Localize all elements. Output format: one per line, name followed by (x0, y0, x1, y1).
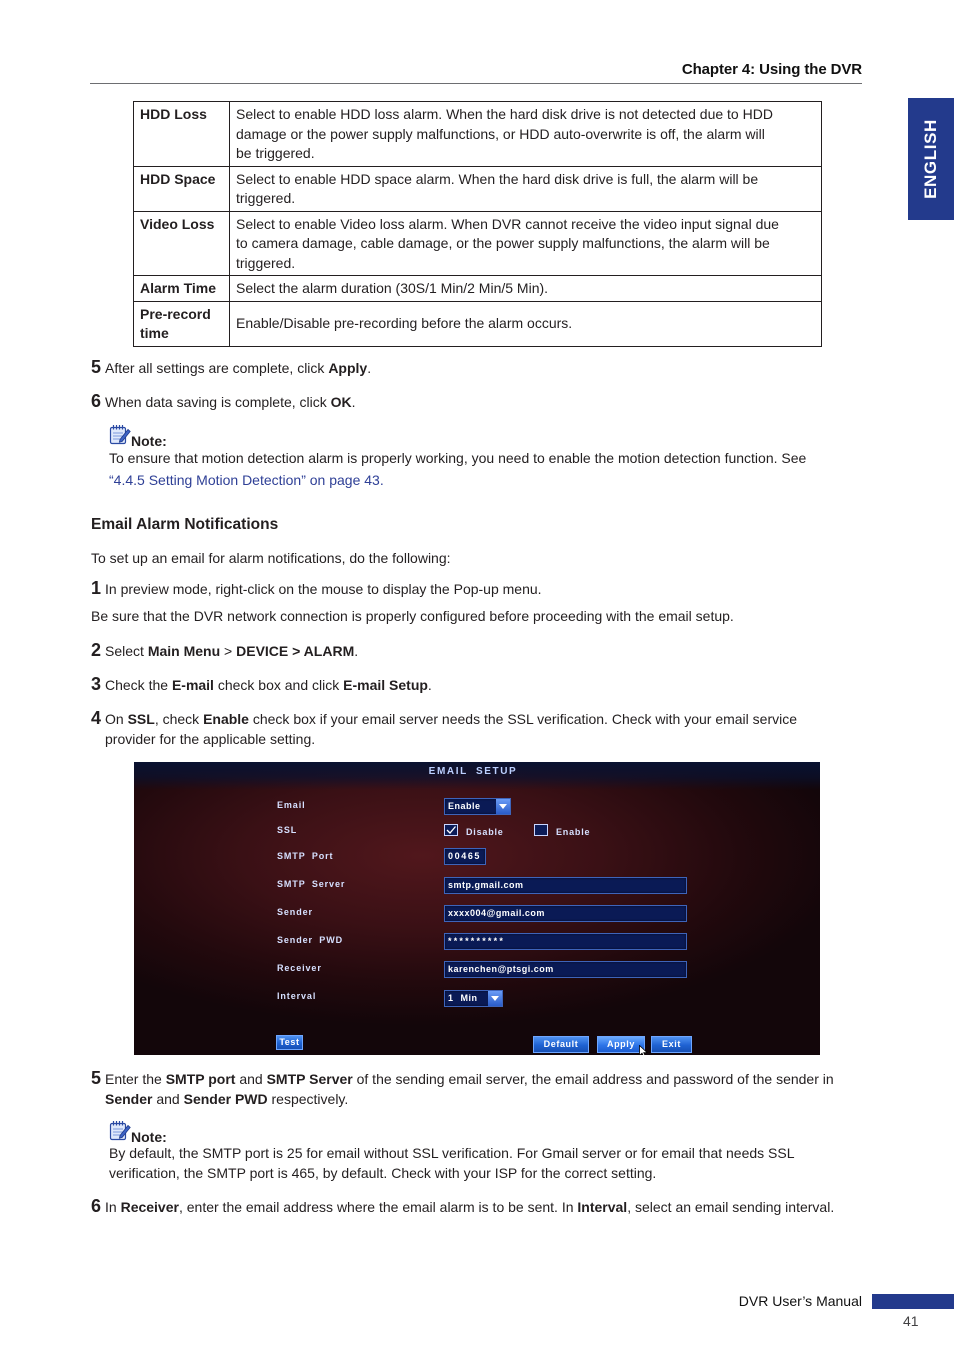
table-description: Select to enable HDD loss alarm. When the hard disk drive is not detected due to HDD damage or the power supply malfunctions, or HDD auto-overwrite is off, the alarm will be triggered. (230, 102, 822, 167)
exit-button: Exit (651, 1036, 692, 1053)
email-enable-value: Enable (448, 801, 481, 811)
table-term: Video Loss (134, 211, 230, 276)
step-number: 6 (91, 391, 102, 411)
interval-label: Interval (277, 991, 317, 1001)
step-text (105, 393, 356, 413)
table-term: HDD Space (134, 166, 230, 211)
receiver-label: Receiver (277, 963, 322, 973)
sender-pwd-label: Sender PWD (277, 935, 344, 945)
note-icon (109, 1120, 131, 1146)
receiver-value: karenchen@ptsgi.com (448, 964, 554, 974)
table-description: Enable/Disable pre-recording before the alarm occurs. (230, 301, 822, 346)
manual-title: DVR User’s Manual (738, 1293, 862, 1309)
smtp-server-field (444, 877, 687, 894)
motion-detection-link[interactable]: “4.4.5 Setting Motion Detection” on page 43. (109, 472, 384, 488)
step-text (105, 676, 432, 696)
step-text-segment: On (105, 711, 128, 727)
note-text (109, 447, 851, 491)
step-text-segment: , enter the email address where the email alarm is to be sent. In (178, 1199, 578, 1215)
step-bold-term: E-mail (171, 677, 214, 693)
table-term: Alarm Time (134, 276, 230, 302)
smtp-port-value: 00465 (448, 851, 482, 861)
footer-accent-bar (872, 1294, 954, 1309)
step-text-segment: Enter the (105, 1071, 166, 1087)
ssl-enable-label: Enable (556, 827, 591, 837)
note-text (109, 1144, 849, 1183)
step-number: 4 (91, 708, 102, 728)
note-label: Note: (131, 433, 167, 449)
email-setup-screenshot (134, 762, 820, 1055)
step-number: 5 (91, 1068, 102, 1088)
sender-pwd-field (444, 933, 687, 950)
page-number: 41 (903, 1313, 919, 1329)
table-description: Select to enable HDD space alarm. When the hard disk drive is full, the alarm will be triggered. (230, 166, 822, 211)
table-row (134, 276, 822, 302)
table-row (134, 211, 822, 276)
step-text-segment: , select an email sending interval. (627, 1199, 835, 1215)
table-row (134, 166, 822, 211)
language-tab (908, 98, 954, 220)
interval-dropdown (444, 990, 503, 1007)
ssl-disable-checkbox (444, 824, 458, 836)
step-text-segment: of the sending email server, the email address and password of the sender in (352, 1071, 834, 1087)
step-bold-term: SMTP port (165, 1071, 236, 1087)
step-number: 3 (91, 674, 102, 694)
step-text-segment: . (354, 643, 359, 659)
step-text (105, 710, 825, 749)
step-number: 5 (91, 357, 102, 377)
step-text (105, 642, 358, 662)
smtp-port-label: SMTP Port (277, 851, 334, 861)
step-text-segment: Check the (105, 677, 172, 693)
email-setup-title: EMAIL SETUP (428, 766, 518, 777)
default-button: Default (533, 1036, 589, 1053)
sender-pwd-value: ********** (448, 936, 506, 946)
step-bold-term: Main Menu (147, 643, 221, 659)
step-text-segment: check box and click (213, 677, 344, 693)
step-bold-term: SMTP Server (266, 1071, 353, 1087)
table-row (134, 102, 822, 167)
receiver-field (444, 961, 687, 978)
step-bold-term: SSL (127, 711, 155, 727)
step-bold-term: DEVICE > ALARM (236, 643, 355, 659)
step-text-segment: and (152, 1090, 184, 1107)
prerequisite-text: Be sure that the DVR network connection is properly configured before proceeding with the email setup. (91, 608, 734, 624)
section-heading: Email Alarm Notifications (91, 516, 279, 533)
checkmark-icon (445, 825, 457, 835)
step-text: In preview mode, right-click on the mouse to display the Pop-up menu. (105, 581, 542, 597)
step-bold-term: Sender PWD (183, 1090, 268, 1107)
step-select-menu (91, 641, 862, 662)
step-smtp-settings (91, 1069, 862, 1109)
language-tab-label: ENGLISH (921, 119, 940, 199)
step-number: 6 (91, 1196, 102, 1216)
test-button: Test (276, 1035, 303, 1050)
alarm-settings-table (133, 101, 822, 347)
step-bold-term: Interval (577, 1199, 628, 1215)
step-bold-term: Sender (105, 1090, 153, 1107)
chevron-down-icon (496, 799, 510, 814)
sender-label: Sender (277, 907, 313, 917)
note-body: By default, the SMTP port is 25 for email without SSL verification. For Gmail server or for email that needs SSL verification, the SMTP port is 465, by default. Check with your ISP for the correct setting. (109, 1145, 794, 1181)
step-receiver-interval (91, 1197, 862, 1218)
step-text-segment: , check (154, 711, 204, 727)
chapter-title: Chapter 4: Using the DVR (681, 61, 862, 78)
step-confirm-ok (91, 392, 862, 413)
step-apply-settings (91, 358, 862, 379)
step-text (105, 1198, 834, 1218)
step-text-segment: When data saving is complete, click (105, 394, 331, 410)
step-text-segment: . (351, 394, 356, 410)
note-header (109, 1120, 167, 1146)
mouse-cursor-icon (639, 1045, 648, 1055)
section-intro: To set up an email for alarm notifications, do the following: (91, 550, 451, 566)
step-bold-term: Apply (328, 360, 368, 376)
table-row (134, 301, 822, 346)
step-ssl (91, 709, 825, 749)
ssl-label: SSL (277, 825, 298, 835)
step-email-setup (91, 675, 862, 696)
smtp-server-value: smtp.gmail.com (448, 880, 524, 890)
step-bold-term: Receiver (120, 1199, 179, 1215)
step-bold-term: Enable (203, 711, 249, 727)
apply-button: Apply (597, 1036, 645, 1053)
sender-value: xxxx004@gmail.com (448, 908, 545, 918)
header-divider (90, 83, 862, 84)
step-text-segment: and (235, 1071, 267, 1087)
step-text-segment: . (427, 677, 432, 693)
table-description: Select to enable Video loss alarm. When DVR cannot receive the video input signal due to camera damage, cable damage, or the power supply malfunctions, the alarm will be triggered. (230, 211, 822, 276)
step-text-segment: > (220, 643, 237, 659)
step-text-segment: After all settings are complete, click (105, 360, 329, 376)
step-text (105, 1070, 862, 1109)
note-label: Note: (131, 1129, 167, 1145)
step-bold-term: E-mail Setup (343, 677, 428, 693)
email-label: Email (277, 800, 306, 810)
table-description: Select the alarm duration (30S/1 Min/2 Min/5 Min). (230, 276, 822, 302)
step-text-segment: Select (105, 643, 148, 659)
step-text-segment: In (105, 1199, 121, 1215)
chevron-down-icon (488, 991, 502, 1006)
step-number: 2 (91, 640, 102, 660)
step-number: 1 (91, 578, 102, 598)
step-text (105, 359, 371, 379)
table-term: Pre-record time (134, 301, 230, 346)
smtp-server-label: SMTP Server (277, 879, 346, 889)
email-enable-dropdown (444, 798, 511, 815)
ssl-enable-checkbox (534, 824, 548, 836)
step-text-segment: check box if your email server needs the SSL verification. Check with your email service provider for the applicable setting. (105, 711, 798, 747)
note-body: To ensure that motion detection alarm is properly working, you need to enable the motion detection function. See (109, 450, 807, 466)
step-text-segment: respectively. (267, 1090, 349, 1107)
smtp-port-field (444, 848, 486, 865)
interval-value: 1 Min (448, 993, 478, 1003)
step-text-segment: . (367, 360, 372, 376)
ssl-disable-label: Disable (466, 827, 504, 837)
table-term: HDD Loss (134, 102, 230, 167)
sender-field (444, 905, 687, 922)
step-open-popup-menu (91, 579, 862, 600)
step-bold-term: OK (330, 394, 352, 410)
